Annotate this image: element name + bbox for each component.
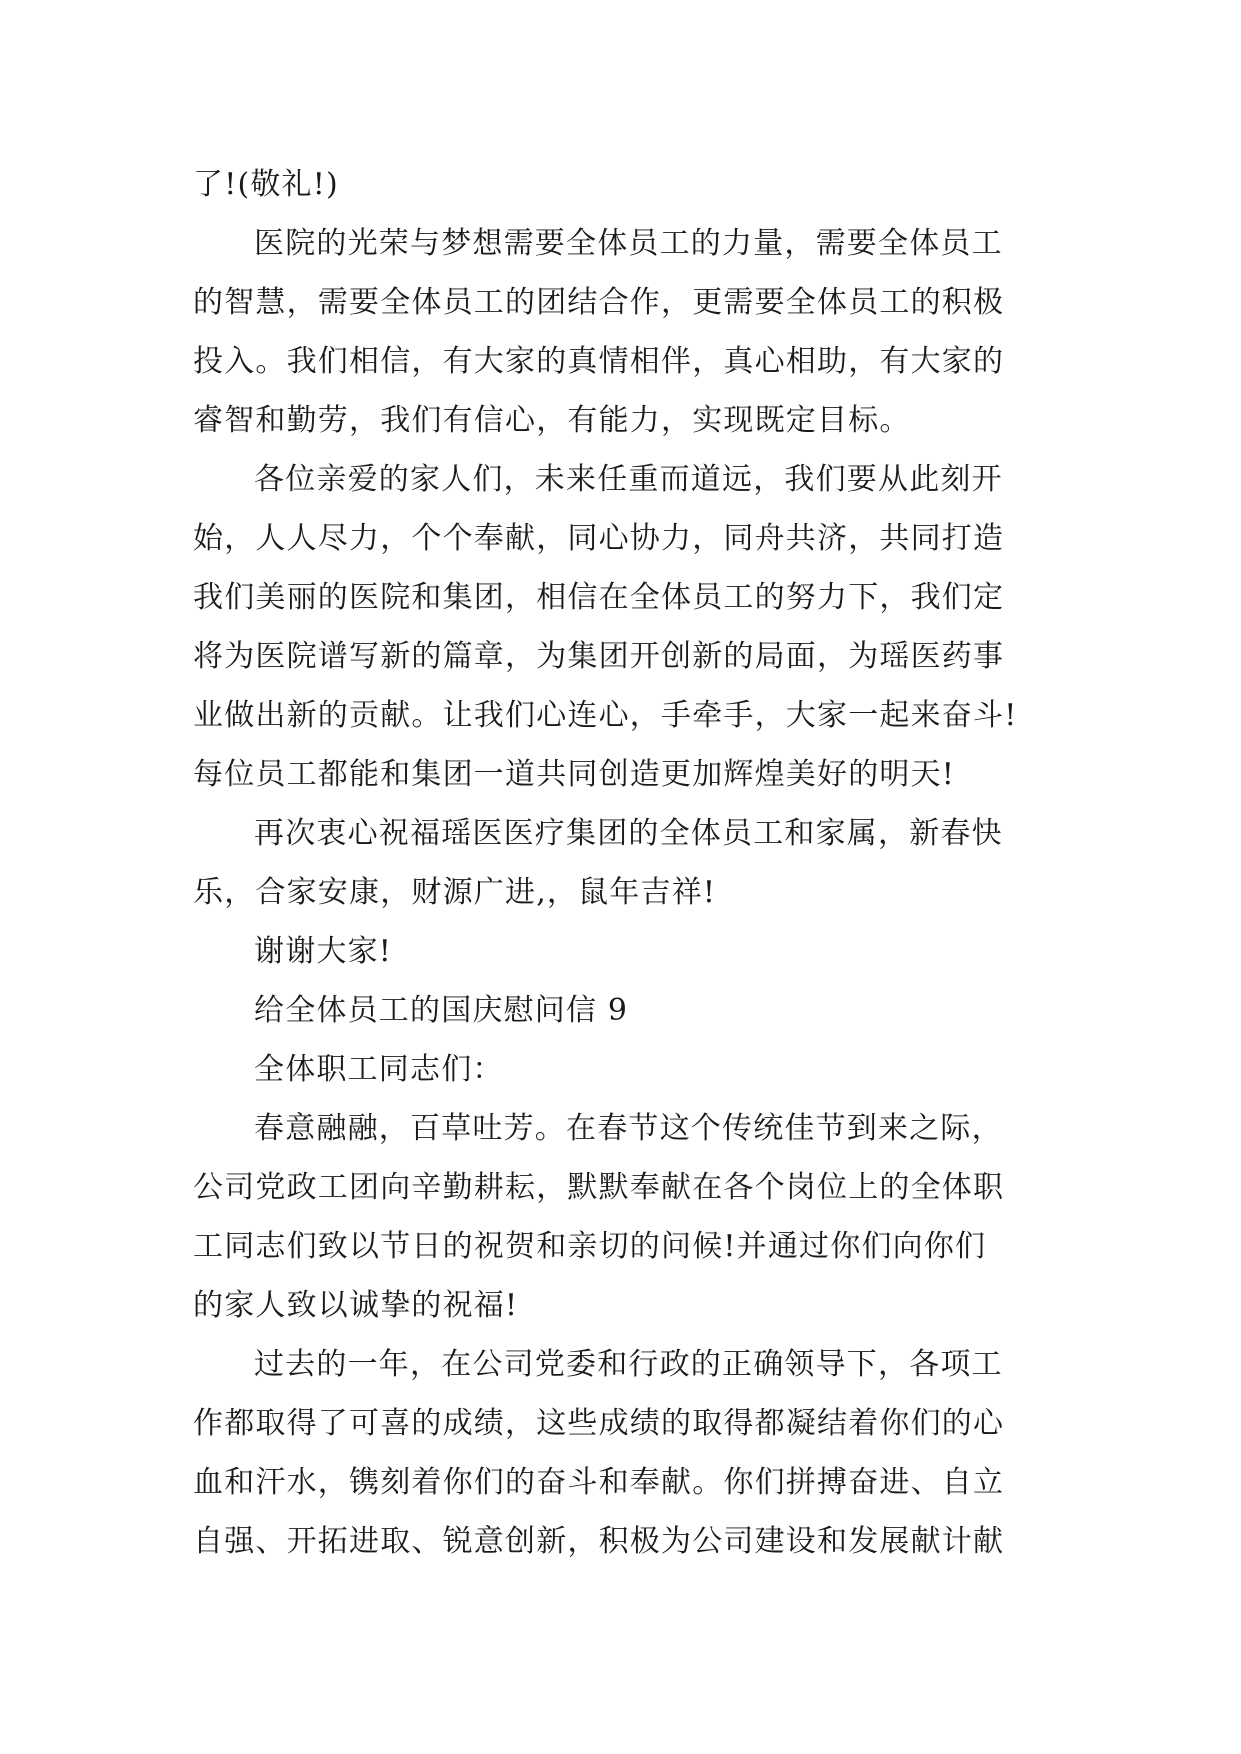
text-line: 了!(敬礼!) <box>193 167 339 202</box>
text-line: 作都取得了可喜的成绩，这些成绩的取得都凝结着你们的心 <box>193 1406 1005 1441</box>
text-line: 始，人人尽力，个个奉献，同心协力，同舟共济，共同打造 <box>193 521 1005 556</box>
text-line: 业做出新的贡献。让我们心连心，手牵手，大家一起来奋斗! <box>193 698 1018 733</box>
text-line: 的智慧，需要全体员工的团结合作，更需要全体员工的积极 <box>193 285 1005 320</box>
text-line: 投入。我们相信，有大家的真情相伴，真心相助，有大家的 <box>193 344 1005 379</box>
section-heading: 给全体员工的国庆慰问信 9 <box>254 993 629 1028</box>
text-line: 工同志们致以节日的祝贺和亲切的问候!并通过你们向你们 <box>193 1229 987 1264</box>
text-line: 乐，合家安康，财源广进,，鼠年吉祥! <box>193 875 717 910</box>
text-line: 谢谢大家! <box>254 934 393 969</box>
text-line: 的家人致以诚挚的祝福! <box>193 1288 519 1323</box>
text-line: 春意融融，百草吐芳。在春节这个传统佳节到来之际， <box>254 1111 1003 1146</box>
salutation: 全体职工同志们： <box>254 1052 504 1087</box>
document-body <box>193 155 1073 1571</box>
text-line: 公司党政工团向辛勤耕耘，默默奉献在各个岗位上的全体职 <box>193 1170 1005 1205</box>
text-line: 过去的一年，在公司党委和行政的正确领导下，各项工 <box>254 1347 1003 1382</box>
text-line: 自强、开拓进取、锐意创新，积极为公司建设和发展献计献 <box>193 1524 1005 1559</box>
text-line: 我们美丽的医院和集团，相信在全体员工的努力下，我们定 <box>193 580 1005 615</box>
text-line: 各位亲爱的家人们，未来任重而道远，我们要从此刻开 <box>254 462 1003 497</box>
text-line: 医院的光荣与梦想需要全体员工的力量，需要全体员工 <box>254 226 1003 261</box>
text-line: 睿智和勤劳，我们有信心，有能力，实现既定目标。 <box>193 403 911 438</box>
text-line: 血和汗水，镌刻着你们的奋斗和奉献。你们拼搏奋进、自立 <box>193 1465 1005 1500</box>
text-line: 每位员工都能和集团一道共同创造更加辉煌美好的明天! <box>193 757 956 792</box>
text-line: 再次衷心祝福瑶医医疗集团的全体员工和家属，新春快 <box>254 816 1003 851</box>
text-line: 将为医院谱写新的篇章，为集团开创新的局面，为瑶医药事 <box>193 639 1005 674</box>
